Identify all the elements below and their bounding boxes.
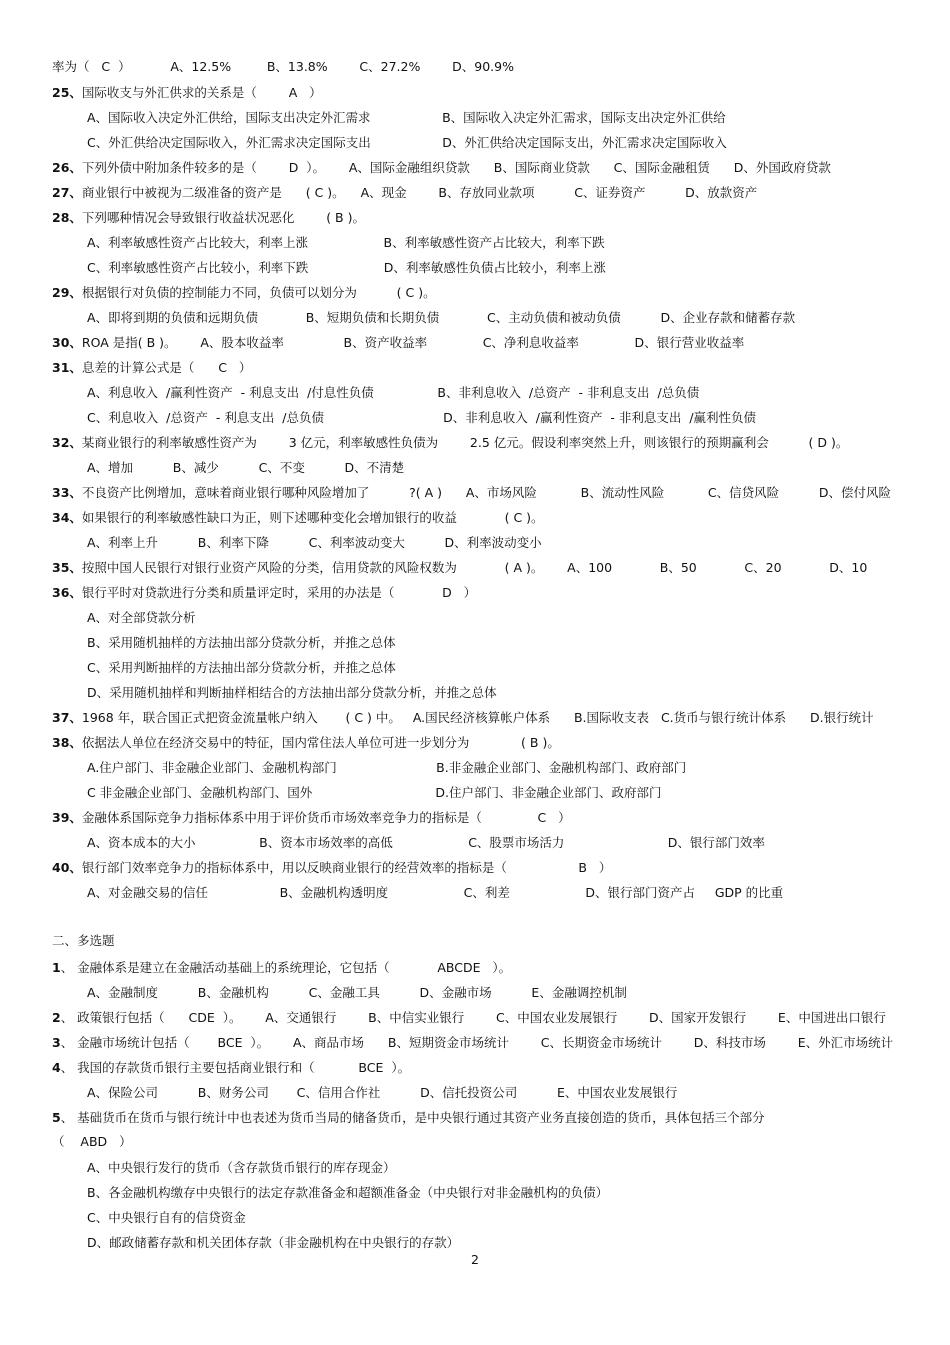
option-line: A、对金融交易的信任 B、金融机构透明度 C、利差 D、银行部门资产占 GDP 的比重	[87, 885, 784, 900]
option-line: A、利率上升 B、利率下降 C、利率波动变大 D、利率波动变小	[87, 535, 542, 550]
option-line: D、采用随机抽样和判断抽样相结合的方法抽出部分贷款分析，并推之总体	[87, 685, 497, 700]
question-40: 40、银行部门效率竞争力的指标体系中，用以反映商业银行的经营效率的指标是（ B ）	[52, 860, 612, 875]
option-line: A、资本成本的大小 B、资本市场效率的高低 C、股票市场活力 D、银行部门效率	[87, 835, 765, 850]
q24-continuation: 率为（ C ） A、12.5% B、13.8% C、27.2% D、90.9%	[52, 59, 514, 74]
option-line: A、保险公司 B、财务公司 C、信用合作社 D、信托投资公司 E、中国农业发展银行	[87, 1085, 678, 1100]
option-line: C、外汇供给决定国际收入，外汇需求决定国际支出 D、外汇供给决定国际支出，外汇需求决定国际收入	[87, 135, 727, 150]
multi-question-2: 2、 政策银行包括（ CDE ）。 A、交通银行 B、中信实业银行 C、中国农业发展银行 D、国家开发银行 E、中国进出口银行	[52, 1010, 886, 1025]
option-line: A、中央银行发行的货币（含存款货币银行的库存现金）	[87, 1160, 396, 1175]
option-line: A、金融制度 B、金融机构 C、金融工具 D、金融市场 E、金融调控机制	[87, 985, 627, 1000]
question-32: 32、某商业银行的利率敏感性资产为 3 亿元，利率敏感性负债为 2.5 亿元。假设利率突然上升，则该银行的预期赢利会 ( D )。	[52, 435, 849, 450]
option-line: C、利率敏感性资产占比较小，利率下跌 D、利率敏感性负债占比较小，利率上涨	[87, 260, 606, 275]
option-line: A、利息收入 /赢利性资产 - 利息支出 /付息性负债 B、非利息收入 /总资产 - 非利息支出 /总负债	[87, 385, 700, 400]
question-29: 29、根据银行对负债的控制能力不同，负债可以划分为 ( C )。	[52, 285, 436, 300]
option-line: C、中央银行自有的信贷资金	[87, 1210, 246, 1225]
page-number: 2	[471, 1252, 479, 1267]
question-39: 39、金融体系国际竞争力指标体系中用于评价货币市场效率竞争力的指标是（ C ）	[52, 810, 571, 825]
option-line: B、采用随机抽样的方法抽出部分贷款分析，并推之总体	[87, 635, 396, 650]
question-27: 27、商业银行中被视为二级准备的资产是 ( C )。 A、现金 B、存放同业款项 C、证券资产 D、放款资产	[52, 185, 758, 200]
multi-question-4: 4、 我国的存款货币银行主要包括商业银行和（ BCE ）。	[52, 1060, 411, 1075]
question-34: 34、如果银行的利率敏感性缺口为正，则下述哪种变化会增加银行的收益 ( C )。	[52, 510, 544, 525]
question-35: 35、按照中国人民银行对银行业资产风险的分类，信用贷款的风险权数为 ( A )。 A、100 B、50 C、20 D、10	[52, 560, 868, 575]
section-heading: 二、多选题	[52, 933, 115, 948]
option-line: A.住户部门、非金融企业部门、金融机构部门 B.非金融企业部门、金融机构部门、政府部门	[87, 760, 687, 775]
question-30: 30、ROA 是指( B )。 A、股本收益率 B、资产收益率 C、净利息收益率 D、银行营业收益率	[52, 335, 745, 350]
question-37: 37、1968 年，联合国正式把资金流量帐户纳入 ( C ) 中。 A.国民经济核算帐户体系 B.国际收支表 C.货币与银行统计体系 D.银行统计	[52, 710, 874, 725]
question-28: 28、下列哪种情况会导致银行收益状况恶化 ( B )。	[52, 210, 365, 225]
question-33: 33、不良资产比例增加，意味着商业银行哪种风险增加了 ?( A ) A、市场风险 B、流动性风险 C、信贷风险 D、偿付风险	[52, 485, 891, 500]
option-line: C 非金融企业部门、金融机构部门、国外 D.住户部门、非金融企业部门、政府部门	[87, 785, 662, 800]
question-38: 38、依据法人单位在经济交易中的特征，国内常住法人单位可进一步划分为 ( B )。	[52, 735, 560, 750]
option-line: A、对全部贷款分析	[87, 610, 196, 625]
option-line: D、邮政储蓄存款和机关团体存款（非金融机构在中央银行的存款）	[87, 1235, 460, 1250]
answer-line: （ ABD ）	[52, 1134, 132, 1149]
question-36: 36、银行平时对贷款进行分类和质量评定时，采用的办法是（ D ）	[52, 585, 477, 600]
option-line: A、即将到期的负债和远期负债 B、短期负债和长期负债 C、主动负债和被动负债 D、企业存款和储蓄存款	[87, 310, 796, 325]
option-line: A、利率敏感性资产占比较大，利率上涨 B、利率敏感性资产占比较大，利率下跌	[87, 235, 605, 250]
question-31: 31、息差的计算公式是（ C ）	[52, 360, 252, 375]
option-line: A、国际收入决定外汇供给，国际支出决定外汇需求 B、国际收入决定外汇需求，国际支出决定外汇供给	[87, 110, 726, 125]
multi-question-1: 1、 金融体系是建立在金融活动基础上的系统理论，它包括（ ABCDE ）。	[52, 960, 512, 975]
multi-question-3: 3、 金融市场统计包括（ BCE ）。 A、商品市场 B、短期资金市场统计 C、长期资金市场统计 D、科技市场 E、外汇市场统计	[52, 1035, 894, 1050]
multi-question-5: 5、 基础货币在货币与银行统计中也表述为货币当局的储备货币，是中央银行通过其资产业务直接创造的货币，具体包括三个部分	[52, 1110, 765, 1125]
option-line: A、增加 B、减少 C、不变 D、不清楚	[87, 460, 405, 475]
option-line: B、各金融机构缴存中央银行的法定存款准备金和超额准备金（中央银行对非金融机构的负债）	[87, 1185, 609, 1200]
question-26: 26、下列外债中附加条件较多的是（ D ）。 A、国际金融组织贷款 B、国际商业贷款 C、国际金融租赁 D、外国政府贷款	[52, 160, 831, 175]
option-line: C、采用判断抽样的方法抽出部分贷款分析，并推之总体	[87, 660, 396, 675]
option-line: C、利息收入 /总资产 - 利息支出 /总负债 D、非利息收入 /赢利性资产 - 非利息支出 /赢利性负债	[87, 410, 757, 425]
question-25: 25、国际收支与外汇供求的关系是（ A ）	[52, 85, 322, 100]
